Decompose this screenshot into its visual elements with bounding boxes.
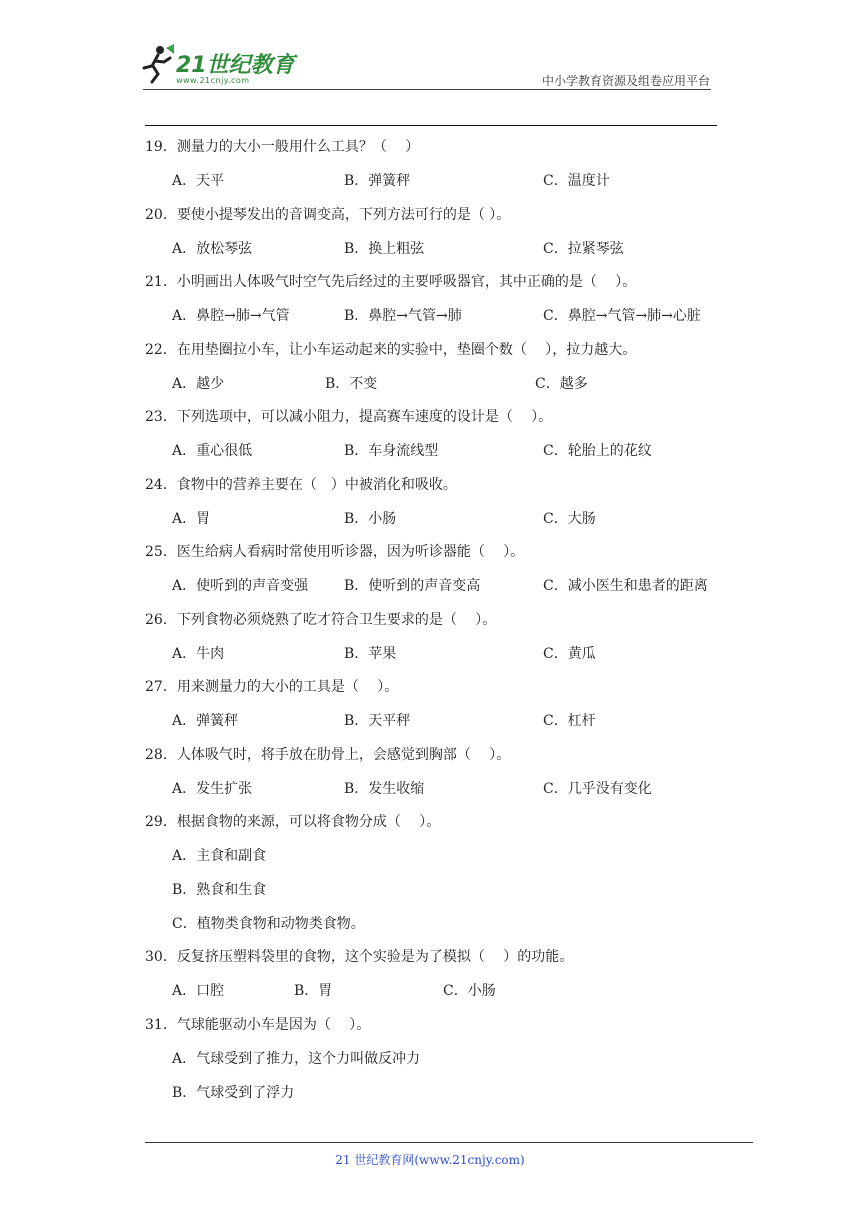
question-24: 24．食物中的营养主要在（ ）中被消化和吸收。 [145, 477, 457, 493]
option-c: C．黄瓜 [543, 646, 596, 662]
footer-divider [145, 1142, 753, 1143]
question-30: 30．反复挤压塑料袋里的食物，这个实验是为了模拟（ ）的功能。 [145, 949, 574, 965]
option-b: B．苹果 [344, 646, 397, 662]
option-b: B．天平秤 [344, 713, 411, 729]
option-b: B．不变 [325, 376, 378, 392]
question-20: 20．要使小提琴发出的音调变高，下列方法可行的是（ ）。 [145, 207, 511, 223]
option-c: C．拉紧琴弦 [543, 241, 624, 257]
option-b: B．鼻腔→气管→肺 [344, 308, 462, 324]
option-b: B．发生收缩 [344, 781, 425, 797]
option-a: A．发生扩张 [172, 781, 253, 797]
option-a: A．弹簧秤 [172, 713, 239, 729]
platform-name: 中小学教育资源及组卷应用平台 [541, 74, 710, 88]
option-b: B．车身流线型 [344, 443, 439, 459]
option-c: C．小肠 [443, 983, 496, 999]
question-26: 26．下列食物必须烧熟了吃才符合卫生要求的是（ ）。 [145, 612, 497, 628]
footer-link[interactable]: 21 世纪教育网(www.21cnjy.com) [335, 1153, 525, 1167]
logo [140, 44, 320, 92]
option-c: C．植物类食物和动物类食物。 [172, 916, 365, 932]
option-b: B．换上粗弦 [344, 241, 425, 257]
question-28: 28．人体吸气时，将手放在肋骨上，会感觉到胸部（ ）。 [145, 747, 511, 763]
option-b: B．弹簧秤 [344, 173, 411, 189]
option-a: A．放松琴弦 [172, 241, 253, 257]
option-c: C．轮胎上的花纹 [543, 443, 652, 459]
runner-icon [140, 44, 176, 84]
option-c: C．温度计 [543, 173, 610, 189]
header-divider [143, 89, 711, 90]
question-29: 29．根据食物的来源，可以将食物分成（ ）。 [145, 814, 441, 830]
question-27: 27．用来测量力的大小的工具是（ ）。 [145, 679, 399, 695]
logo-url: www.21cnjy.com [176, 76, 250, 85]
option-a: A．气球受到了推力，这个力叫做反冲力 [172, 1051, 421, 1067]
question-31: 31．气球能驱动小车是因为（ ）。 [145, 1017, 371, 1033]
logo-text: 21世纪教育 [176, 53, 295, 78]
option-a: A．胃 [172, 511, 211, 527]
question-22: 22．在用垫圈拉小车，让小车运动起来的实验中，垫圈个数（ ），拉力越大。 [145, 342, 637, 358]
option-a: A．重心很低 [172, 443, 253, 459]
option-c: C．大肠 [543, 511, 596, 527]
option-b: B．胃 [294, 983, 333, 999]
page-header [0, 0, 860, 130]
option-b: B．气球受到了浮力 [172, 1085, 295, 1101]
option-b: B．熟食和生食 [172, 882, 267, 898]
option-a: A．使听到的声音变强 [172, 578, 309, 594]
option-c: C．杠杆 [543, 713, 596, 729]
question-23: 23．下列选项中，可以减小阻力，提高赛车速度的设计是（ ）。 [145, 409, 553, 425]
option-a: A．牛肉 [172, 646, 225, 662]
option-b: B．小肠 [344, 511, 397, 527]
question-19: 19．测量力的大小一般用什么工具？（ ） [145, 139, 420, 155]
option-c: C．鼻腔→气管→肺→心脏 [543, 308, 701, 324]
option-b: B．使听到的声音变高 [344, 578, 481, 594]
option-a: A．天平 [172, 173, 225, 189]
option-a: A．主食和副食 [172, 848, 267, 864]
option-c: C．越多 [535, 376, 588, 392]
option-a: A．口腔 [172, 983, 225, 999]
option-c: C．几乎没有变化 [543, 781, 652, 797]
option-c: C．减小医生和患者的距离 [543, 578, 708, 594]
question-21: 21．小明画出人体吸气时空气先后经过的主要呼吸器官，其中正确的是（ ）。 [145, 274, 637, 290]
option-a: A．鼻腔→肺→气管 [172, 308, 290, 324]
question-25: 25．医生给病人看病时常使用听诊器，因为听诊器能（ ）。 [145, 544, 525, 560]
option-a: A．越少 [172, 376, 225, 392]
header-rule [145, 125, 717, 126]
